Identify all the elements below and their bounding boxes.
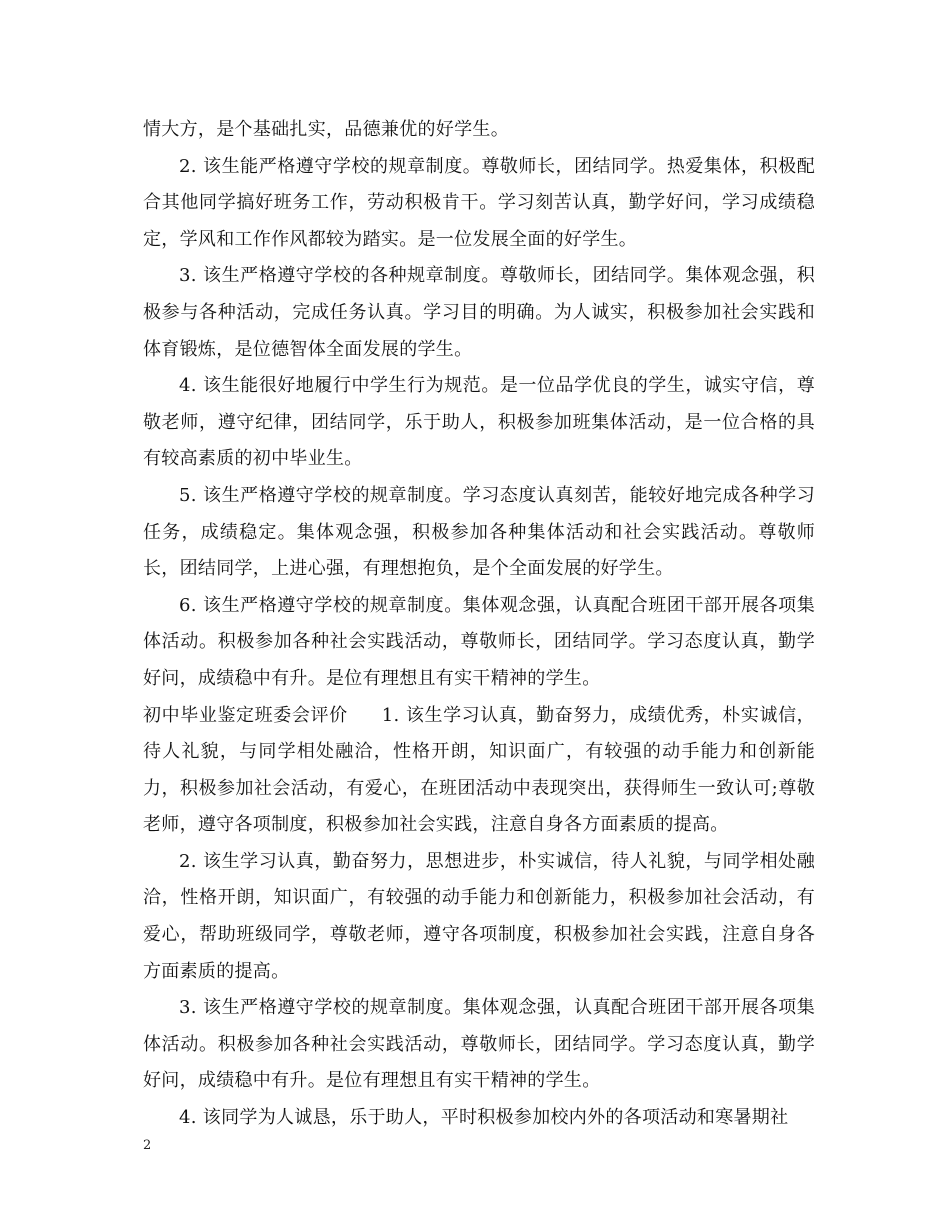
evaluation-paragraph: 情大方，是个基础扎实，品德兼优的好学生。	[143, 119, 509, 140]
evaluation-list-part1	[143, 112, 815, 698]
evaluation-list-part2	[143, 844, 815, 1137]
evaluation-paragraph: 4. 该同学为人诚恳，乐于助人，平时积极参加校内外的各项活动和寒暑期社	[179, 1107, 789, 1129]
page-number: 2	[143, 1138, 152, 1153]
section-heading: 初中毕业鉴定班委会评价	[143, 704, 348, 726]
evaluation-paragraph: 3. 该生严格遵守学校的各种规章制度。尊敬师长，团结同学。集体观念强，积极参与各种活动，完成任务认真。学习目的明确。为人诚实，积极参加社会实践和体育锻炼，是位德智体全面发展的学生。	[143, 265, 815, 360]
evaluation-paragraph: 6. 该生严格遵守学校的规章制度。集体观念强，认真配合班团干部开展各项集体活动。积极参加各种社会实践活动，尊敬师长，团结同学。学习态度认真，勤学好问，成绩稳中有升。是位有理想且有实干精神的学生。	[143, 594, 815, 689]
evaluation-paragraph: 2. 该生能严格遵守学校的规章制度。尊敬师长，团结同学。热爱集体，积极配合其他同学搞好班务工作，劳动积极肯干。学习刻苦认真，勤学好问，学习成绩稳定，学风和工作作风都较为踏实。是一位发展全面的好学生。	[143, 155, 815, 250]
section-paragraph	[143, 698, 815, 844]
evaluation-paragraph: 4. 该生能很好地履行中学生行为规范。是一位品学优良的学生，诚实守信，尊敬老师，遵守纪律，团结同学，乐于助人，积极参加班集体活动，是一位合格的具有较高素质的初中毕业生。	[143, 375, 815, 470]
evaluation-paragraph: 5. 该生严格遵守学校的规章制度。学习态度认真刻苦，能较好地完成各种学习任务，成绩稳定。集体观念强，积极参加各种集体活动和社会实践活动。尊敬师长，团结同学，上进心强，有理想抱负，是个全面发展的好学生。	[143, 484, 815, 580]
document-body	[143, 112, 815, 1137]
evaluation-paragraph: 3. 该生严格遵守学校的规章制度。集体观念强，认真配合班团干部开展各项集体活动。积极参加各种社会实践活动，尊敬师长，团结同学。学习态度认真，勤学好问，成绩稳中有升。是位有理想且有实干精神的学生。	[143, 997, 815, 1092]
section-first-item: 1. 该生学习认真，勤奋努力，成绩优秀，朴实诚信，待人礼貌，与同学相处融洽，性格开朗，知识面广，有较强的动手能力和创新能力，积极参加社会活动，有爱心，在班团活动中表现突出，获得师生一致认可;尊敬老师，遵守各项制度，积极参加社会实践，注意自身各方面素质的提高。	[143, 704, 815, 836]
evaluation-paragraph: 2. 该生学习认真，勤奋努力，思想进步，朴实诚信，待人礼貌，与同学相处融洽，性格开朗，知识面广，有较强的动手能力和创新能力，积极参加社会活动，有爱心，帮助班级同学，尊敬老师，遵守各项制度，积极参加社会实践，注意自身各方面素质的提高。	[143, 850, 815, 982]
